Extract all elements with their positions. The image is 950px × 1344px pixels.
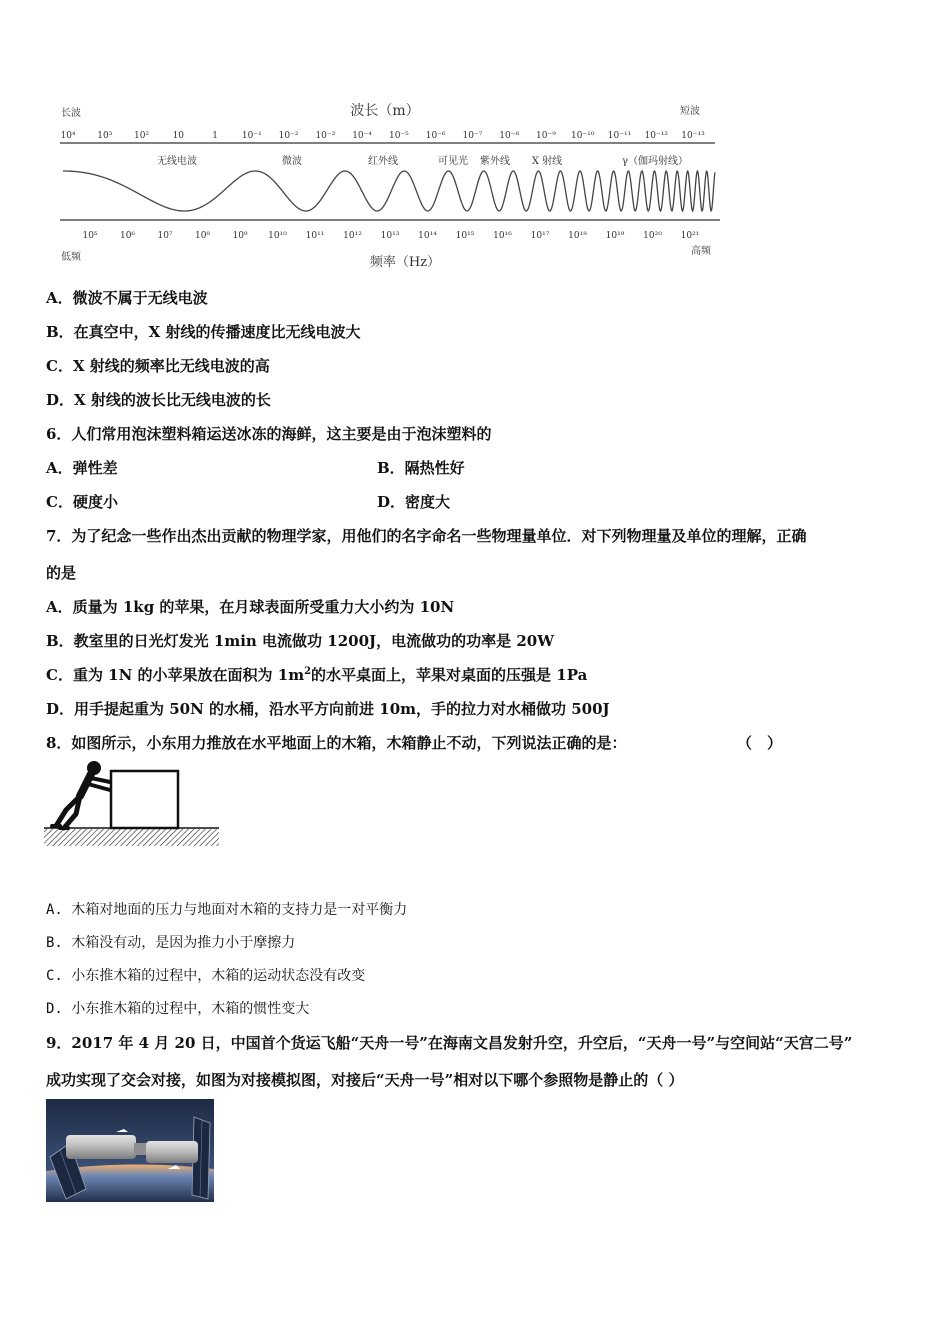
frequency-tick-label: 10¹⁵ — [455, 231, 475, 241]
band-label: 红外线 — [368, 156, 398, 167]
wavelength-tick-label: 10³ — [97, 131, 113, 141]
frequency-tick-label: 10⁵ — [82, 231, 98, 241]
frequency-tick-label: 10²¹ — [680, 231, 700, 241]
q6-stem: 6．人们常用泡沫塑料箱运送冰冻的海鲜，这主要是由于泡沫塑料的 — [46, 425, 492, 443]
q5-option-d: D．X 射线的波长比无线电波的长 — [46, 391, 271, 409]
q7-option-c — [46, 664, 587, 685]
wavelength-tick-labels — [60, 131, 705, 141]
q6-option-c: C．硬度小 — [46, 493, 118, 511]
frequency-tick-label: 10⁷ — [157, 231, 173, 241]
long-wave-label: 长波 — [61, 108, 81, 119]
ground-hatch — [44, 829, 219, 846]
q7-option-d: D．用手提起重为 50N 的水桶，沿水平方向前进 10m，手的拉力对水桶做功 500J — [46, 700, 610, 718]
frequency-tick-label: 10²⁰ — [643, 231, 662, 241]
frequency-tick-label: 10⁹ — [232, 231, 248, 241]
frequency-tick-label: 10¹⁴ — [418, 231, 437, 241]
band-label: 可见光 — [438, 156, 468, 167]
wavelength-title: 波长（m） — [350, 103, 420, 119]
short-wave-label: 短波 — [680, 106, 700, 117]
frequency-tick-label: 10¹³ — [380, 231, 400, 241]
wavelength-tick-label: 10⁻¹ — [241, 131, 262, 141]
q7-option-c-pre: C．重为 1N 的小苹果放在面积为 1m — [46, 666, 305, 684]
frequency-tick-labels — [82, 231, 699, 241]
q9-stem-line1: 9．2017 年 4 月 20 日，中国首个货运飞船“天舟一号”在海南文昌发射升空，升空后，“天舟一号”与空间站“天宫二号” — [46, 1034, 853, 1052]
push-box-figure — [44, 758, 224, 850]
q7-option-a: A．质量为 1kg 的苹果，在月球表面所受重力大小约为 10N — [46, 598, 455, 616]
q7-stem-line2: 的是 — [46, 564, 77, 582]
docking-simulation-image — [46, 1099, 214, 1202]
band-label: 微波 — [282, 156, 302, 167]
band-labels — [157, 154, 688, 167]
wavelength-tick-label: 10⁴ — [60, 131, 76, 141]
wavelength-tick-label: 10 — [172, 131, 185, 141]
low-freq-label: 低频 — [61, 252, 81, 263]
wooden-box — [111, 771, 178, 828]
q7-option-c-sup: 2 — [304, 666, 312, 677]
wavelength-tick-label: 10⁻¹² — [644, 131, 668, 141]
q6-option-b: B．隔热性好 — [377, 459, 465, 477]
band-label: γ（伽玛射线） — [622, 156, 688, 167]
frequency-tick-label: 10⁸ — [194, 231, 211, 241]
q6-option-d: D．密度大 — [377, 493, 451, 511]
q5-option-a: A．微波不属于无线电波 — [46, 289, 208, 307]
wavelength-tick-label: 10⁻¹³ — [681, 131, 705, 141]
q9-stem-line2: 成功实现了交会对接，如图为对接模拟图，对接后“天舟一号”相对以下哪个参照物是静止的（ ） — [46, 1071, 684, 1089]
frequency-tick-label: 10¹⁷ — [530, 231, 550, 241]
q8-answer-paren: （ ） — [737, 734, 783, 752]
wavelength-tick-label: 10⁻³ — [315, 131, 336, 141]
frequency-tick-label: 10⁶ — [119, 231, 136, 241]
q6-option-a: A．弹性差 — [46, 459, 118, 477]
wavelength-tick-label: 10⁻¹¹ — [607, 131, 632, 141]
wavelength-tick-label: 10⁻⁸ — [499, 131, 520, 141]
wavelength-tick-label: 10⁻⁷ — [462, 131, 483, 141]
wavelength-tick-label: 10⁻⁶ — [425, 131, 446, 141]
wavelength-tick-label: 10⁻⁴ — [352, 131, 373, 141]
q7-option-c-post: 的水平桌面上，苹果对桌面的压强是 1Pa — [311, 666, 588, 684]
q8-stem: 8．如图所示，小东用力推放在水平地面上的木箱，木箱静止不动，下列说法正确的是： — [46, 734, 627, 752]
electromagnetic-spectrum-figure — [55, 98, 725, 270]
q5-option-c: C．X 射线的频率比无线电波的高 — [46, 357, 270, 375]
q5-option-b: B．在真空中，X 射线的传播速度比无线电波大 — [46, 323, 361, 341]
wavelength-tick-label: 1 — [212, 131, 218, 141]
q8-option-a: A. 木箱对地面的压力与地面对木箱的支持力是一对平衡力 — [46, 902, 408, 918]
frequency-title: 频率（Hz） — [369, 255, 441, 270]
frequency-tick-label: 10¹⁰ — [268, 231, 287, 241]
wave-curve — [63, 171, 715, 211]
q8-option-b: B. 木箱没有动，是因为推力小于摩擦力 — [46, 935, 296, 951]
frequency-tick-label: 10¹⁶ — [493, 231, 512, 241]
frequency-tick-label: 10¹⁹ — [605, 231, 625, 241]
wavelength-tick-label: 10⁻⁹ — [536, 131, 556, 141]
wavelength-tick-label: 10⁻² — [278, 131, 299, 141]
high-freq-label: 高频 — [691, 246, 711, 257]
wavelength-tick-label: 10⁻⁵ — [388, 131, 409, 141]
q8-option-d: D. 小东推木箱的过程中，木箱的惯性变大 — [46, 1001, 310, 1017]
q7-option-b: B．教室里的日光灯发光 1min 电流做功 1200J，电流做功的功率是 20W — [46, 632, 555, 650]
band-label: 紫外线 — [480, 156, 510, 167]
wavelength-tick-label: 10² — [133, 131, 150, 141]
wavelength-tick-label: 10⁻¹⁰ — [570, 131, 595, 141]
frequency-tick-label: 10¹¹ — [305, 231, 325, 241]
band-label: 无线电波 — [157, 156, 197, 167]
frequency-tick-label: 10¹² — [343, 231, 362, 241]
q8-option-c: C. 小东推木箱的过程中，木箱的运动状态没有改变 — [46, 968, 366, 984]
band-label: X 射线 — [531, 156, 563, 167]
q7-stem-line1: 7．为了纪念一些作出杰出贡献的物理学家，用他们的名字命名一些物理量单位．对下列物理量及单位的理解，正确 — [46, 527, 807, 545]
frequency-tick-label: 10¹⁸ — [568, 231, 587, 241]
person-pushing-icon — [52, 762, 110, 829]
